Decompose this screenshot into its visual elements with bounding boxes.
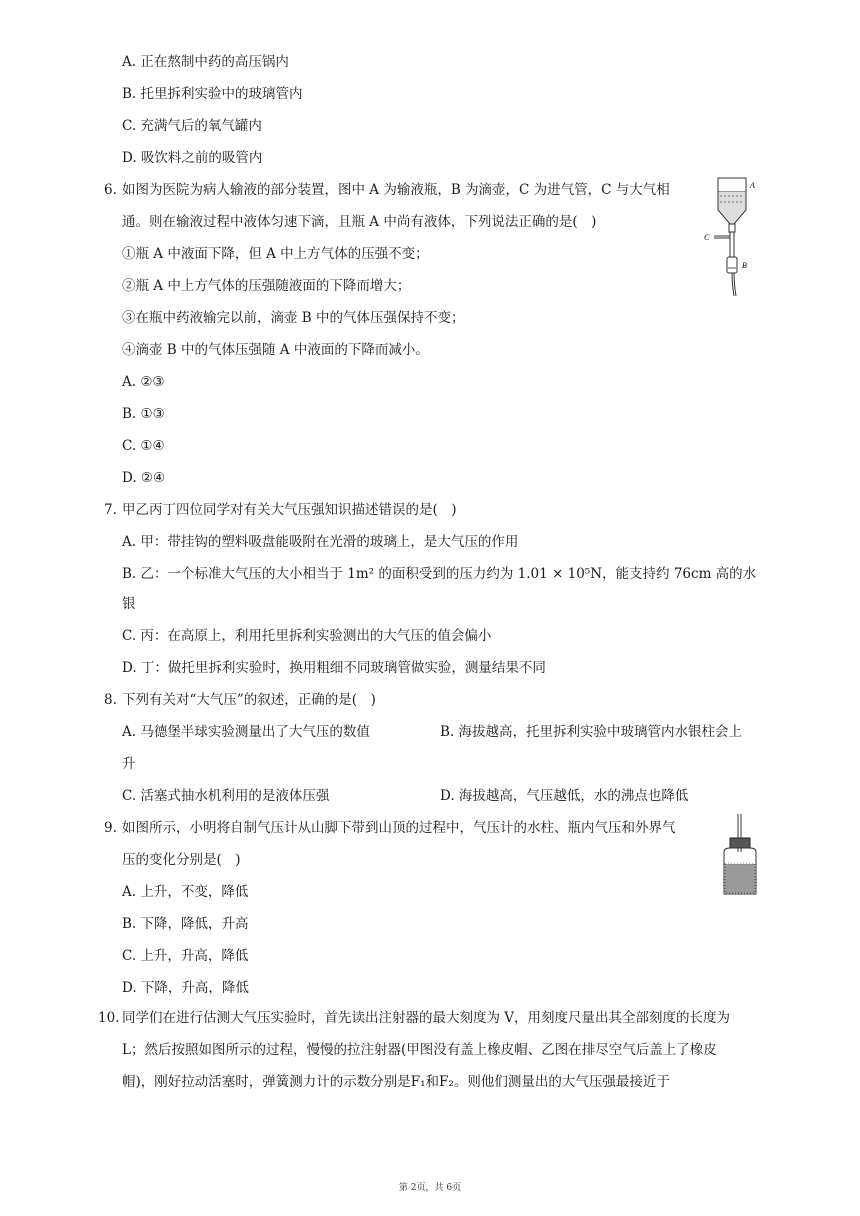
q5-option-b: B. 托里拆利实验中的玻璃管内 bbox=[122, 86, 303, 102]
q10-stem-line3: 帽)，刚好拉动活塞时，弹簧测力计的示数分别是F₁和F₂。则他们测量出的大气压强最接近于 bbox=[122, 1074, 670, 1090]
q6-option-b: B. ①③ bbox=[122, 406, 165, 422]
q8-option-c: C. 活塞式抽水机利用的是液体压强 bbox=[122, 788, 330, 804]
page-footer: 第 2页，共 6页 bbox=[398, 1183, 462, 1193]
q9-number: 9. bbox=[104, 820, 117, 836]
q9-option-a: A. 上升，不变，降低 bbox=[122, 884, 249, 900]
q7-option-a: A. 甲：带挂钩的塑料吸盘能吸附在光滑的玻璃上，是大气压的作用 bbox=[122, 534, 519, 550]
q8-number: 8. bbox=[104, 692, 117, 708]
q9-option-b: B. 下降，降低，升高 bbox=[122, 916, 249, 932]
q9-stem-line2: 压的变化分别是( ) bbox=[122, 852, 241, 868]
q6-statement-3: ③在瓶中药液输完以前，滴壶 B 中的气体压强保持不变； bbox=[122, 310, 465, 326]
q8-stem: 下列有关对“大气压”的叙述，正确的是( ) bbox=[122, 692, 376, 708]
q8-option-b-cont: 升 bbox=[122, 756, 136, 772]
q7-option-b-cont: 银 bbox=[122, 596, 136, 612]
q8-option-a: A. 马德堡半球实验测量出了大气压的数值 bbox=[122, 724, 370, 740]
q6-statement-1: ①瓶 A 中液面下降，但 A 中上方气体的压强不变； bbox=[122, 246, 429, 262]
q6-number: 6. bbox=[104, 182, 117, 198]
infusion-apparatus-figure bbox=[700, 172, 770, 302]
q7-option-c: C. 丙：在高原上，利用托里拆利实验测出的大气压的值会偏小 bbox=[122, 628, 492, 644]
label-b: B bbox=[742, 261, 747, 270]
q10-number: 10. bbox=[98, 1010, 120, 1026]
q7-stem: 甲乙丙丁四位同学对有关大气压强知识描述错误的是( ) bbox=[122, 502, 457, 518]
q10-stem-line2: L；然后按照如图所示的过程，慢慢的拉注射器(甲图没有盖上橡皮帽、乙图在排尽空气后盖上了橡皮 bbox=[122, 1042, 717, 1058]
q6-option-c: C. ①④ bbox=[122, 438, 165, 454]
q9-stem-line1: 如图所示，小明将自制气压计从山脚下带到山顶的过程中，气压计的水柱、瓶内气压和外界气 bbox=[122, 820, 676, 836]
barometer-bottle-figure bbox=[712, 812, 768, 900]
q6-stem-line2: 通。则在输液过程中液体匀速下滴，且瓶 A 中尚有液体，下列说法正确的是( ) bbox=[122, 214, 597, 230]
q7-option-d: D. 丁：做托里拆利实验时，换用粗细不同玻璃管做实验，测量结果不同 bbox=[122, 660, 546, 676]
q9-option-d: D. 下降，升高，降低 bbox=[122, 980, 249, 996]
q9-option-c: C. 上升，升高，降低 bbox=[122, 948, 249, 964]
q10-stem-line1: 同学们在进行估测大气压实验时，首先读出注射器的最大刻度为 V，用刻度尺量出其全部刻度的长度为 bbox=[122, 1010, 731, 1026]
q7-option-b: B. 乙：一个标准大气压的大小相当于 1m² 的面积受到的压力约为 1.01 × 10⁵N，能支持约 76cm 高的水 bbox=[122, 566, 757, 582]
q5-option-d: D. 吸饮料之前的吸管内 bbox=[122, 150, 263, 166]
q6-option-a: A. ②③ bbox=[122, 374, 165, 390]
q7-number: 7. bbox=[104, 502, 117, 518]
label-a: A bbox=[750, 181, 755, 190]
q6-statement-4: ④滴壶 B 中的气体压强随 A 中液面的下降而减小。 bbox=[122, 342, 429, 358]
q8-option-d: D. 海拔越高，气压越低，水的沸点也降低 bbox=[440, 788, 689, 804]
q6-stem-line1: 如图为医院为病人输液的部分装置，图中 A 为输液瓶，B 为滴壶，C 为进气管，C 与大气相 bbox=[122, 182, 670, 198]
q6-option-d: D. ②④ bbox=[122, 470, 166, 486]
q8-option-b: B. 海拔越高，托里拆利实验中玻璃管内水银柱会上 bbox=[440, 724, 743, 740]
q6-statement-2: ②瓶 A 中上方气体的压强随液面的下降而增大； bbox=[122, 278, 411, 294]
label-c: C bbox=[704, 233, 710, 242]
q5-option-c: C. 充满气后的氧气罐内 bbox=[122, 118, 262, 134]
q5-option-a: A. 正在熬制中药的高压锅内 bbox=[122, 54, 289, 70]
